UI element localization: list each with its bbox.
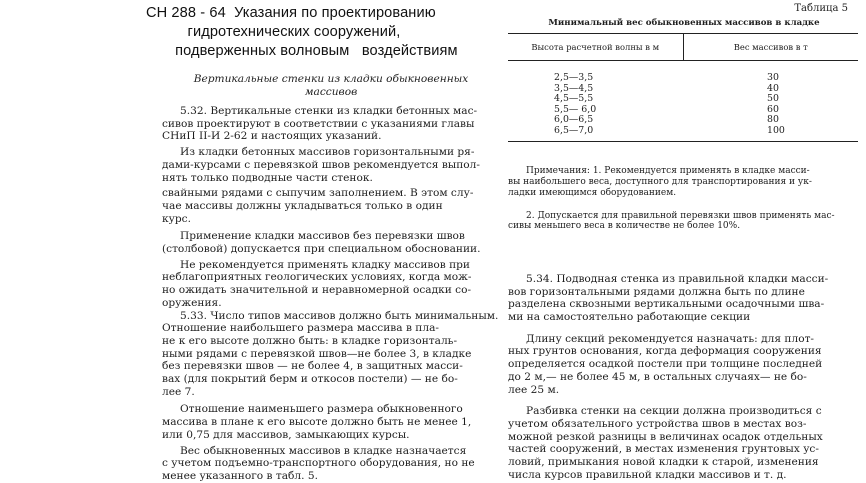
- block-weight-cell: 40: [767, 82, 779, 94]
- min-block-weight-table: [508, 33, 858, 142]
- wave-height-cell: 4,5—5,5: [554, 93, 594, 105]
- right-column: [508, 2, 860, 481]
- table-row: [508, 126, 858, 141]
- paragraph-5-33: 5.33. Число типов массивов должно быть минимальным. Отношение наибольшего размера массива в пла- не к его высоте должно быть: в кладке горизонталь- ными рядами с перевязкой швов—не более 3, в кладке без перевязки швов — не более 4, в защитных масси- вах (для покрытий берм и откосов постели) — не бо- лее 7.: [162, 309, 499, 398]
- block-weight-cell: 60: [767, 103, 779, 115]
- header-block-weight: Вес массивов в т: [683, 34, 858, 61]
- block-weight-cell: 30: [767, 72, 779, 83]
- block-weight-cell: 50: [767, 93, 779, 105]
- table-note-2: 2. Допускается для правильной перевязки швов применять мас- сивы меньшего веса в количестве не более 10%.: [508, 210, 835, 232]
- section-heading: [162, 73, 500, 99]
- left-column: [146, 4, 500, 483]
- wave-height-cell: 6,5—7,0: [508, 126, 683, 141]
- paragraph-min-size-ratio: Отношение наименьшего размера обыкновенного массива в плане к его высоте должно быть не менее 1, или 0,75 для массивов, замыкающих курсы.: [162, 403, 472, 441]
- paragraph-section-length: Длину секций рекомендуется назначать: для плот- ных грунтов основания, когда деформация сооружения определяется осадкой постели при толщине последней до 2 м,— не более 45 м, в остальных случаях— не бо- лее 25 м.: [508, 332, 823, 396]
- table-header-row: [508, 34, 858, 61]
- paragraph-masonry-underwater: Из кладки бетонных массивов горизонтальными ря- дами-курсами с перевязкой швов рекомендуется выпол- нять только подводные части стенок.: [162, 146, 480, 184]
- paragraph-pile-rows: свайными рядами с сыпучим заполнением. В этом слу- чае массивы должны укладываться только в один курс.: [162, 187, 474, 225]
- paragraph-section-division: Разбивка стенки на секции должна производиться с учетом обязательного устройства швов в местах воз- можной резкой разницы в величинах осадок отдельных частей сооружений, в местах изменения грунтовых ус- ловий, примыкания новой кладки к старой, изменения числа курсов правильной кладки массивов и т. д.: [508, 405, 823, 481]
- wave-height-cell: 2,5—3,5: [554, 72, 594, 83]
- document-title: СН 288 - 64 Указания по проектированию гидротехнических сооружений, подверженных волновым воздействиям: [146, 5, 458, 59]
- paragraph-5-32: 5.32. Вертикальные стенки из кладки бетонных мас- сивов проектируют в соответствии с указаниями главы СНиП II-И 2-62 и настоящих указаний.: [162, 105, 478, 143]
- block-weight-cell: 100: [683, 126, 858, 141]
- table-notes: [508, 156, 860, 243]
- table-note-1: Примечания: 1. Рекомендуется применять в кладке масси- вы наибольшего веса, доступного для транспортирования и ук- ладки имеющимся оборудованием.: [508, 166, 812, 198]
- table-caption: Минимальный вес обыкновенных массивов в кладке: [548, 18, 820, 28]
- table-row: [508, 61, 858, 84]
- paragraph-5-34: 5.34. Подводная стенка из правильной кладки масси- вов горизонтальными рядами должна быть по длине разделена сквозными вертикальными осадочными шва- ми на самостоятельно работающие секции: [508, 272, 829, 324]
- paragraph-geology: Не рекомендуется применять кладку массивов при неблагоприятных геологических условиях, когда мож- но ожидать значительной и неравномерной осадки со- оружения.: [162, 258, 472, 309]
- wave-height-cell: 5,5— 6,0: [554, 103, 597, 115]
- paragraph-column-masonry: Применение кладки массивов без перевязки швов (столбовой) допускается при специальном обосновании.: [162, 230, 481, 256]
- block-weight-cell: 80: [767, 114, 779, 126]
- section-heading-text: Вертикальные стенки из кладки обыкновенных массивов: [193, 73, 469, 98]
- header-wave-height: Высота расчетной волны в м: [508, 34, 683, 61]
- table-label: Таблица 5: [794, 3, 848, 14]
- wave-height-cell: 3,5—4,5: [554, 82, 594, 94]
- paragraph-block-weight: Вес обыкновенных массивов в кладке назначается с учетом подъемно-транспортного оборудования, но не менее указанного в табл. 5.: [162, 444, 475, 482]
- wave-height-cell: 6,0—6,5: [554, 114, 594, 126]
